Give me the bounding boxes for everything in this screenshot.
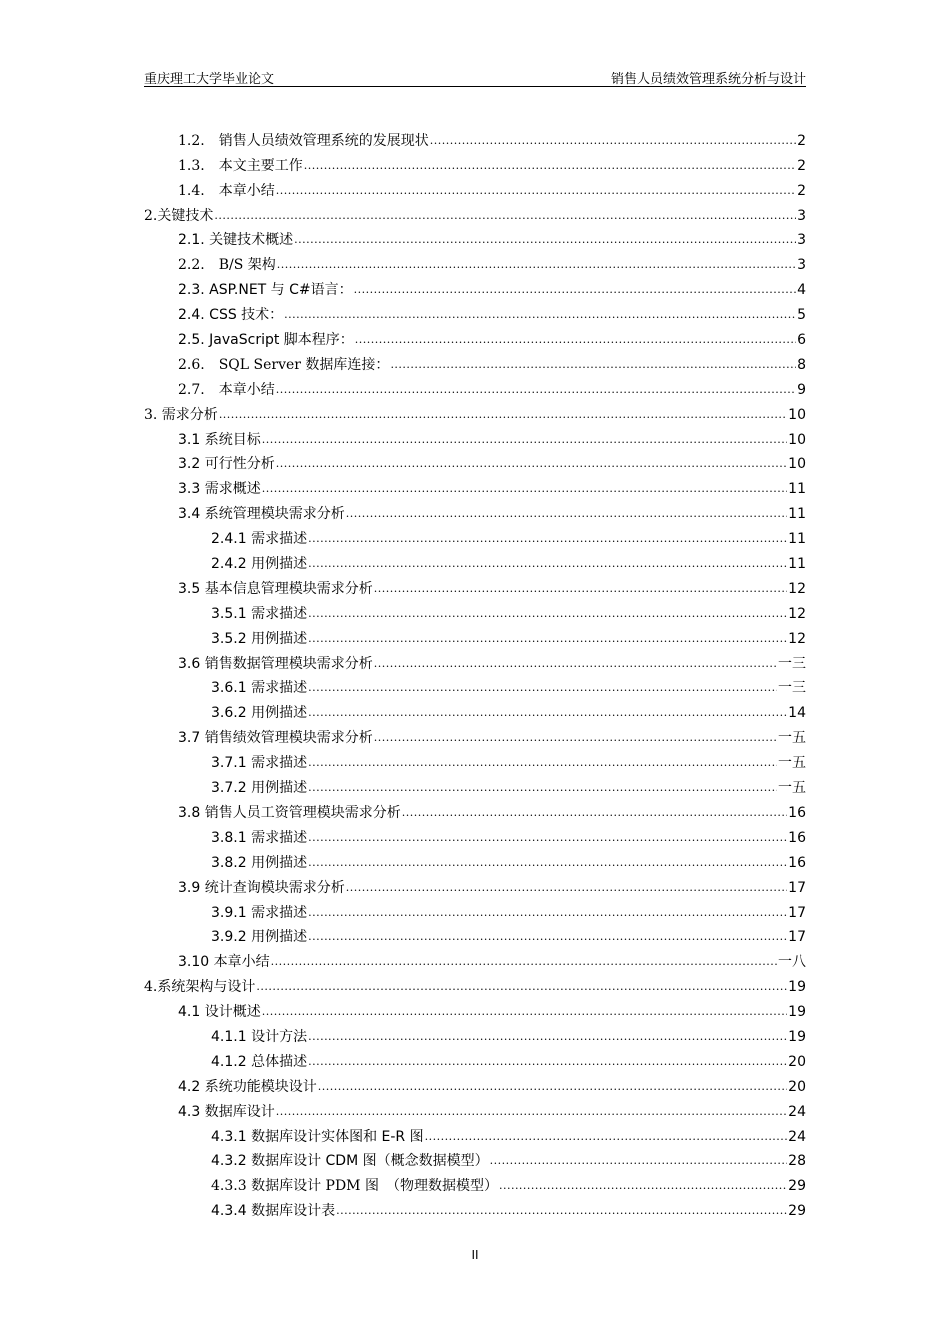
- toc-entry[interactable]: [144, 972, 806, 997]
- toc-entry[interactable]: [144, 176, 806, 201]
- toc-entry-title: 3.4 系统管理模块需求分析: [178, 506, 345, 523]
- toc-dot-leader: [262, 1002, 787, 1022]
- toc-entry-title: 3.7.1 需求描述: [211, 755, 308, 772]
- toc-entry-title: 2.4. CSS 技术：: [178, 307, 284, 324]
- toc-entry-page: 一三: [778, 655, 806, 672]
- toc-dot-leader: [276, 380, 796, 400]
- toc-entry[interactable]: [144, 350, 806, 375]
- toc-dot-leader: [304, 156, 796, 176]
- toc-entry-title: 1.2. 销售人员绩效管理系统的发展现状: [178, 132, 429, 149]
- toc-entry-page: 17: [788, 879, 806, 896]
- toc-entry-title: 3.7 销售绩效管理模块需求分析: [178, 730, 373, 747]
- toc-dot-leader: [308, 828, 787, 848]
- toc-entry-page: 24: [788, 1128, 806, 1145]
- toc-dot-leader: [308, 1027, 787, 1047]
- toc-entry-page: 20: [788, 1053, 806, 1070]
- toc-entry-page: 19: [788, 1028, 806, 1045]
- toc-entry-title: 2.关键技术: [144, 207, 214, 224]
- toc-entry[interactable]: [144, 474, 806, 499]
- header-thesis-label: 重庆理工大学毕业论文: [144, 72, 275, 87]
- toc-entry-title: 4.1 设计概述: [178, 1004, 261, 1021]
- toc-dot-leader: [262, 479, 787, 499]
- toc-entry-page: 6: [797, 332, 806, 349]
- toc-entry-page: 24: [788, 1103, 806, 1120]
- toc-entry[interactable]: [144, 574, 806, 599]
- toc-entry[interactable]: [144, 723, 806, 748]
- toc-dot-leader: [390, 355, 796, 375]
- toc-entry-page: 19: [788, 979, 806, 996]
- toc-dot-leader: [276, 454, 787, 474]
- toc-entry[interactable]: [144, 450, 806, 475]
- toc-entry-title: 3.8.2 用例描述: [211, 854, 308, 871]
- toc-entry[interactable]: [144, 624, 806, 649]
- toc-dot-leader: [354, 280, 796, 300]
- toc-entry-page: 10: [788, 456, 806, 473]
- toc-entry-page: 29: [788, 1178, 806, 1195]
- toc-dot-leader: [308, 604, 787, 624]
- toc-dot-leader: [308, 703, 787, 723]
- toc-entry-page: 12: [788, 580, 806, 597]
- toc-entry-page: 3: [797, 232, 806, 249]
- toc-entry-title: 3.8.1 需求描述: [211, 829, 308, 846]
- toc-entry[interactable]: [144, 947, 806, 972]
- toc-dot-leader: [262, 430, 787, 450]
- toc-entry[interactable]: [144, 1072, 806, 1097]
- toc-entry-page: 11: [788, 531, 806, 548]
- toc-entry-title: 4.3.1 数据库设计实体图和 E-R 图: [211, 1128, 424, 1145]
- toc-entry[interactable]: [144, 674, 806, 699]
- toc-dot-leader: [271, 952, 777, 972]
- toc-entry-page: 3: [797, 257, 806, 274]
- toc-entry[interactable]: [144, 1147, 806, 1172]
- toc-entry-page: 4: [797, 282, 806, 299]
- toc-entry-title: 3.2 可行性分析: [178, 456, 275, 473]
- toc-entry[interactable]: [144, 1122, 806, 1147]
- toc-entry[interactable]: [144, 425, 806, 450]
- toc-entry-page: 一五: [778, 780, 806, 797]
- toc-entry-title: 3.5.2 用例描述: [211, 630, 308, 647]
- toc-dot-leader: [214, 206, 796, 226]
- toc-entry-page: 一八: [778, 954, 806, 971]
- toc-entry-page: 3: [797, 207, 806, 224]
- toc-dot-leader: [308, 778, 777, 798]
- toc-entry[interactable]: [144, 250, 806, 275]
- toc-entry-title: 2.2. B/S 架构: [178, 257, 276, 274]
- toc-entry-title: 3.3 需求概述: [178, 481, 261, 498]
- toc-entry-page: 8: [797, 356, 806, 373]
- toc-entry-page: 一三: [778, 680, 806, 697]
- toc-entry[interactable]: [144, 997, 806, 1022]
- toc-dot-leader: [402, 803, 787, 823]
- toc-dot-leader: [256, 977, 787, 997]
- toc-entry-title: 2.6. SQL Server 数据库连接：: [178, 356, 390, 373]
- toc-entry-title: 2.4.1 需求描述: [211, 531, 308, 548]
- toc-dot-leader: [355, 330, 796, 350]
- toc-entry[interactable]: [144, 923, 806, 948]
- toc-dot-leader: [318, 1077, 787, 1097]
- toc-dot-leader: [425, 1127, 788, 1147]
- toc-dot-leader: [294, 230, 796, 250]
- toc-entry[interactable]: [144, 126, 806, 151]
- toc-entry-page: 2: [797, 132, 806, 149]
- toc-entry-title: 3.9.2 用例描述: [211, 929, 308, 946]
- toc-entry[interactable]: [144, 151, 806, 176]
- toc-dot-leader: [490, 1151, 788, 1171]
- toc-entry-title: 3.7.2 用例描述: [211, 780, 308, 797]
- toc-dot-leader: [308, 554, 787, 574]
- toc-dot-leader: [499, 1176, 787, 1196]
- toc-entry-page: 16: [788, 854, 806, 871]
- toc-entry-page: 20: [788, 1078, 806, 1095]
- toc-entry-title: 1.4. 本章小结: [178, 182, 275, 199]
- toc-entry-page: 9: [797, 381, 806, 398]
- toc-entry-page: 10: [788, 431, 806, 448]
- toc-entry-page: 5: [797, 307, 806, 324]
- toc-entry-title: 3.10 本章小结: [178, 954, 270, 971]
- toc-dot-leader: [308, 629, 787, 649]
- toc-entry-title: 2.1. 关键技术概述: [178, 232, 294, 249]
- toc-entry[interactable]: [144, 898, 806, 923]
- toc-entry[interactable]: [144, 1097, 806, 1122]
- toc-entry-page: 一五: [778, 755, 806, 772]
- toc-entry-page: 16: [788, 804, 806, 821]
- toc-entry[interactable]: [144, 1047, 806, 1072]
- toc-entry-title: 4.2 系统功能模块设计: [178, 1078, 317, 1095]
- table-of-contents: [144, 126, 806, 1221]
- toc-entry[interactable]: [144, 325, 806, 350]
- toc-entry[interactable]: [144, 375, 806, 400]
- toc-entry[interactable]: [144, 1022, 806, 1047]
- toc-entry-title: 4.3 数据库设计: [178, 1103, 275, 1120]
- toc-entry[interactable]: [144, 275, 806, 300]
- toc-entry-page: 10: [788, 406, 806, 423]
- toc-entry[interactable]: [144, 400, 806, 425]
- toc-dot-leader: [284, 305, 796, 325]
- toc-entry[interactable]: [144, 698, 806, 723]
- toc-dot-leader: [374, 728, 777, 748]
- toc-dot-leader: [276, 1102, 787, 1122]
- toc-dot-leader: [374, 579, 787, 599]
- toc-entry-title: 4.3.2 数据库设计 CDM 图（概念数据模型）: [211, 1153, 489, 1170]
- toc-entry-page: 17: [788, 904, 806, 921]
- toc-entry[interactable]: [144, 649, 806, 674]
- toc-entry-title: 2.3. ASP.NET 与 C#语言：: [178, 282, 353, 299]
- toc-dot-leader: [277, 255, 796, 275]
- toc-entry-page: 11: [788, 481, 806, 498]
- toc-entry-title: 4.3.3 数据库设计 PDM 图 （物理数据模型）: [211, 1178, 498, 1195]
- toc-entry-title: 2.4.2 用例描述: [211, 556, 308, 573]
- toc-entry[interactable]: [144, 499, 806, 524]
- toc-entry-title: 4.系统架构与设计: [144, 979, 256, 996]
- toc-entry-page: 19: [788, 1004, 806, 1021]
- toc-entry[interactable]: [144, 599, 806, 624]
- toc-entry-page: 一五: [778, 730, 806, 747]
- toc-entry-title: 3.6.1 需求描述: [211, 680, 308, 697]
- toc-dot-leader: [374, 654, 777, 674]
- toc-entry-page: 29: [788, 1203, 806, 1220]
- toc-entry-page: 11: [788, 506, 806, 523]
- toc-dot-leader: [308, 853, 787, 873]
- toc-dot-leader: [336, 1201, 787, 1221]
- toc-entry-title: 4.1.1 设计方法: [211, 1028, 308, 1045]
- toc-entry-page: 16: [788, 829, 806, 846]
- toc-dot-leader: [308, 1052, 787, 1072]
- toc-entry[interactable]: [144, 1171, 806, 1196]
- toc-dot-leader: [219, 405, 787, 425]
- toc-entry[interactable]: [144, 300, 806, 325]
- toc-entry-page: 14: [788, 705, 806, 722]
- toc-entry-page: 2: [797, 157, 806, 174]
- toc-entry[interactable]: [144, 226, 806, 251]
- toc-dot-leader: [346, 878, 787, 898]
- toc-dot-leader: [308, 927, 787, 947]
- toc-entry[interactable]: [144, 1196, 806, 1221]
- header-thesis-title: 销售人员绩效管理系统分析与设计: [610, 72, 806, 87]
- toc-entry-title: 2.7. 本章小结: [178, 381, 275, 398]
- toc-dot-leader: [276, 181, 796, 201]
- toc-entry-title: 1.3. 本文主要工作: [178, 157, 303, 174]
- toc-entry-page: 11: [788, 556, 806, 573]
- toc-dot-leader: [346, 504, 787, 524]
- toc-dot-leader: [308, 529, 787, 549]
- toc-entry[interactable]: [144, 748, 806, 773]
- toc-entry[interactable]: [144, 773, 806, 798]
- toc-entry-title: 2.5. JavaScript 脚本程序：: [178, 332, 354, 349]
- toc-entry-title: 4.3.4 数据库设计表: [211, 1203, 336, 1220]
- toc-dot-leader: [308, 903, 787, 923]
- toc-entry[interactable]: [144, 873, 806, 898]
- toc-entry-title: 3.8 销售人员工资管理模块需求分析: [178, 804, 401, 821]
- toc-entry-title: 3.9 统计查询模块需求分析: [178, 879, 345, 896]
- toc-entry[interactable]: [144, 524, 806, 549]
- toc-entry-title: 3.5 基本信息管理模块需求分析: [178, 580, 373, 597]
- toc-entry-title: 4.1.2 总体描述: [211, 1053, 308, 1070]
- toc-entry[interactable]: [144, 201, 806, 226]
- page-number: II: [471, 1248, 479, 1262]
- toc-entry-title: 3. 需求分析: [144, 406, 218, 423]
- toc-entry-page: 12: [788, 605, 806, 622]
- page-header: [144, 66, 806, 87]
- toc-dot-leader: [430, 131, 796, 151]
- toc-entry-title: 3.9.1 需求描述: [211, 904, 308, 921]
- toc-entry[interactable]: [144, 848, 806, 873]
- toc-entry-title: 3.1 系统目标: [178, 431, 261, 448]
- toc-entry-page: 12: [788, 630, 806, 647]
- toc-entry-title: 3.6.2 用例描述: [211, 705, 308, 722]
- toc-dot-leader: [308, 753, 777, 773]
- toc-entry-page: 28: [788, 1153, 806, 1170]
- toc-entry[interactable]: [144, 798, 806, 823]
- toc-entry-page: 17: [788, 929, 806, 946]
- toc-entry-page: 2: [797, 182, 806, 199]
- toc-entry-title: 3.6 销售数据管理模块需求分析: [178, 655, 373, 672]
- toc-entry[interactable]: [144, 549, 806, 574]
- toc-entry-title: 3.5.1 需求描述: [211, 605, 308, 622]
- toc-dot-leader: [308, 678, 777, 698]
- toc-entry[interactable]: [144, 823, 806, 848]
